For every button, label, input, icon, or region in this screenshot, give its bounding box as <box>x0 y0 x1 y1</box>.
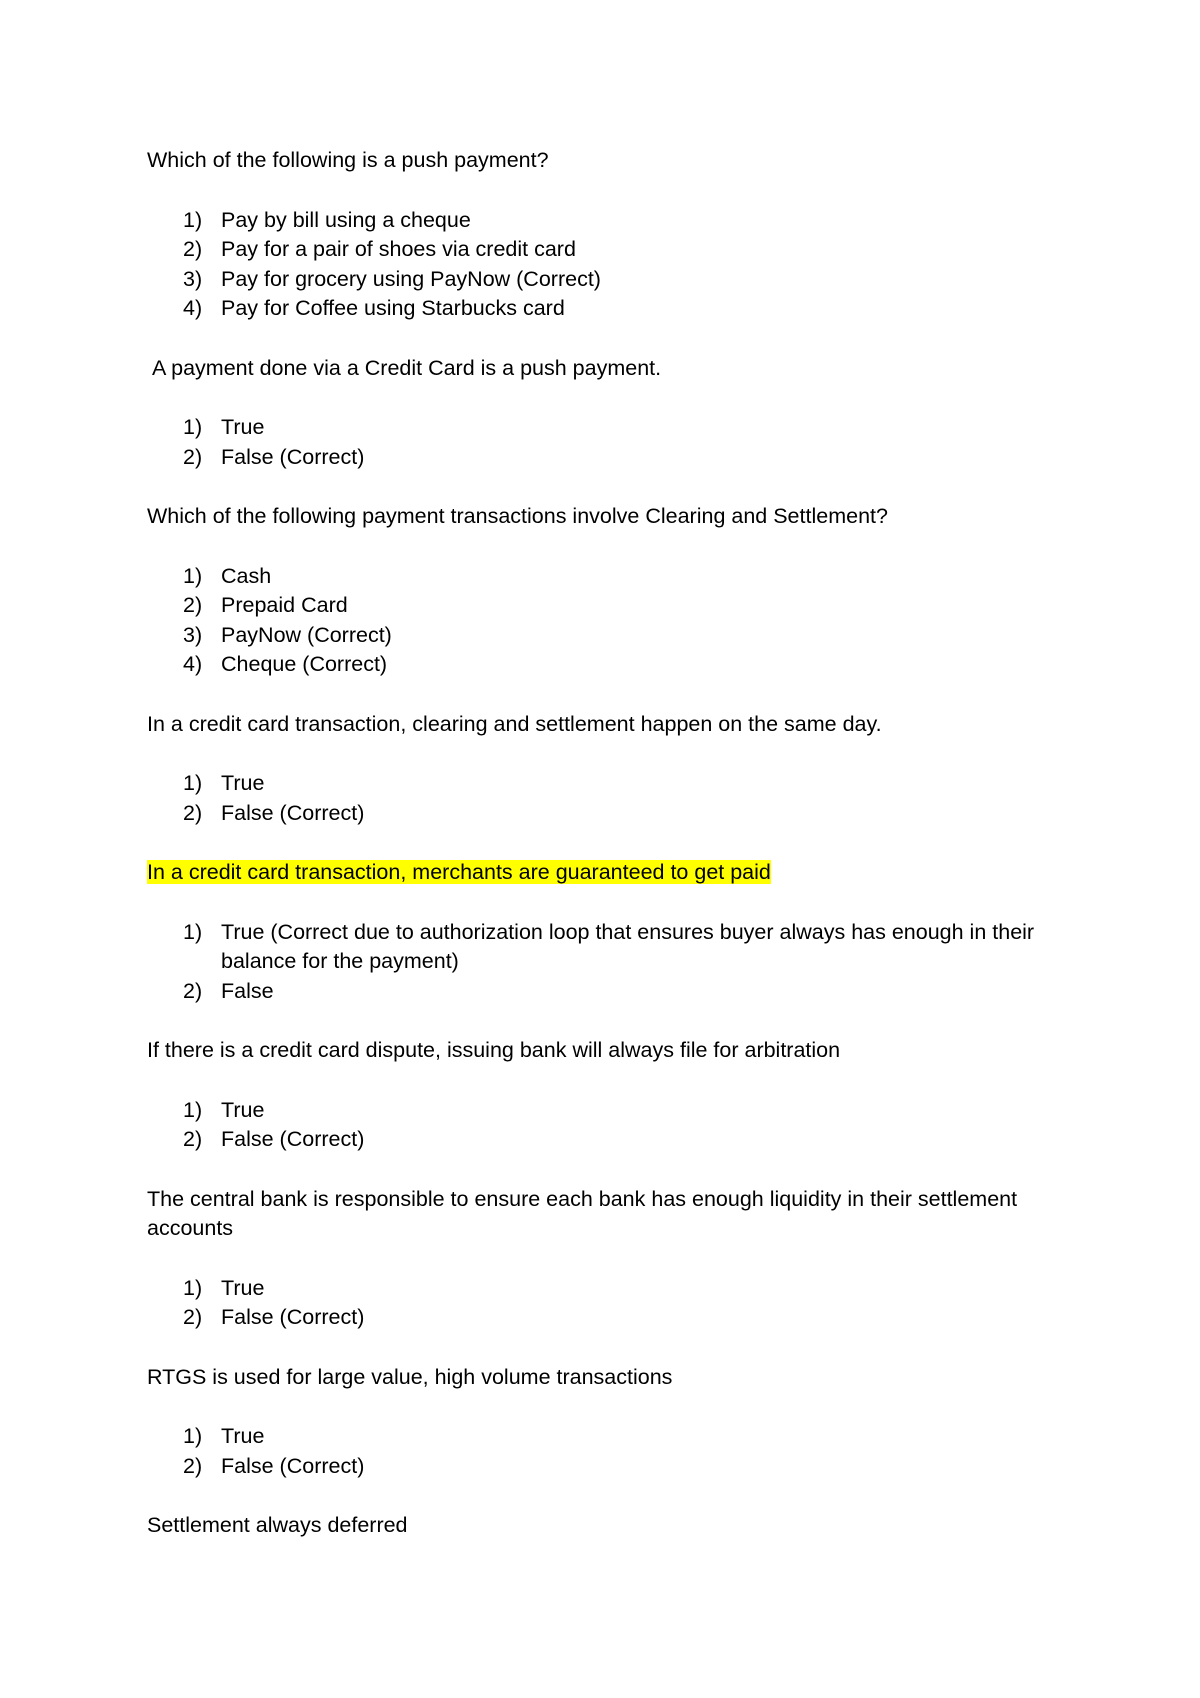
option-number: 1) <box>183 207 203 232</box>
option-text: False (Correct) <box>221 1305 365 1329</box>
option-number: 4) <box>183 652 203 676</box>
option-number: 1) <box>183 1424 203 1448</box>
option-text: Pay for Coffee using Starbucks card <box>221 296 565 320</box>
options-list-8 <box>147 1422 1077 1481</box>
question-2: A payment done via a Credit Card is a push payment. <box>152 355 662 380</box>
option-text: Pay by bill using a cheque <box>221 207 471 232</box>
option-item <box>147 977 1077 1007</box>
option-number: 2) <box>183 237 203 261</box>
option-number: 4) <box>183 296 203 320</box>
options-list-1 <box>147 206 1077 324</box>
options-list-2 <box>147 413 1077 472</box>
question-6: If there is a credit card dispute, issuing bank will always file for arbitration <box>147 1038 841 1062</box>
question-9: Settlement always deferred <box>147 1513 408 1537</box>
option-text: True <box>221 1097 265 1122</box>
option-text: False (Correct) <box>221 444 365 469</box>
option-item <box>147 1422 1077 1452</box>
option-text: False <box>221 978 274 1003</box>
options-list-3 <box>147 562 1077 680</box>
option-item <box>147 1096 1077 1126</box>
option-text: False (Correct) <box>221 800 365 825</box>
option-number: 1) <box>183 771 203 795</box>
question-4: In a credit card transaction, clearing and settlement happen on the same day. <box>147 711 882 736</box>
option-item <box>147 769 1077 799</box>
option-text: True <box>221 415 265 439</box>
option-text: True <box>221 1424 265 1448</box>
option-text: True <box>221 1275 265 1300</box>
option-number: 1) <box>183 1275 203 1300</box>
option-item <box>147 1125 1077 1155</box>
option-number: 2) <box>183 978 203 1003</box>
option-item <box>147 413 1077 443</box>
option-number: 2) <box>183 1305 203 1329</box>
option-item <box>147 1452 1077 1482</box>
option-item <box>147 1303 1077 1333</box>
option-number: 1) <box>183 919 203 944</box>
option-item <box>147 1274 1077 1304</box>
option-text: True <box>221 771 265 795</box>
option-text: Pay for grocery using PayNow (Correct) <box>221 266 601 291</box>
question-3: Which of the following payment transactions involve Clearing and Settlement? <box>147 504 888 528</box>
option-text: False (Correct) <box>221 1127 365 1151</box>
option-item <box>147 206 1077 236</box>
option-number: 1) <box>183 563 203 588</box>
option-item <box>147 650 1077 680</box>
options-list-4 <box>147 769 1077 828</box>
option-number: 2) <box>183 1453 203 1478</box>
option-item <box>147 235 1077 265</box>
option-item <box>147 265 1077 295</box>
option-item <box>147 591 1077 621</box>
option-item <box>147 621 1077 651</box>
option-text: Prepaid Card <box>221 593 348 617</box>
option-number: 1) <box>183 1097 203 1122</box>
highlighted-question-text: In a credit card transaction, merchants are guaranteed to get paid <box>147 860 771 884</box>
question-7: The central bank is responsible to ensure each bank has enough liquidity in their settlement accounts <box>147 1186 1018 1240</box>
option-number: 2) <box>183 800 203 825</box>
question-5 <box>147 858 1077 888</box>
option-item <box>147 294 1077 324</box>
option-number: 2) <box>183 593 203 617</box>
question-8: RTGS is used for large value, high volume transactions <box>147 1364 673 1389</box>
option-text: Cheque (Correct) <box>221 652 388 676</box>
option-number: 1) <box>183 415 203 439</box>
option-text: True (Correct due to authorization loop that ensures buyer always has enough in their balance for the payment) <box>221 919 1035 973</box>
option-text: False (Correct) <box>221 1453 365 1478</box>
option-number: 2) <box>183 444 203 469</box>
options-list-7 <box>147 1274 1077 1333</box>
option-text: Pay for a pair of shoes via credit card <box>221 237 576 261</box>
options-list-5 <box>147 918 1077 1007</box>
option-item <box>147 562 1077 592</box>
option-text: PayNow (Correct) <box>221 622 392 647</box>
option-number: 2) <box>183 1127 203 1151</box>
option-item <box>147 443 1077 473</box>
option-number: 3) <box>183 622 203 647</box>
option-item <box>147 799 1077 829</box>
options-list-6 <box>147 1096 1077 1155</box>
question-1: Which of the following is a push payment? <box>147 148 549 172</box>
option-item <box>147 918 1077 977</box>
quiz-document <box>147 146 1077 1571</box>
option-text: Cash <box>221 563 272 588</box>
option-number: 3) <box>183 266 203 291</box>
